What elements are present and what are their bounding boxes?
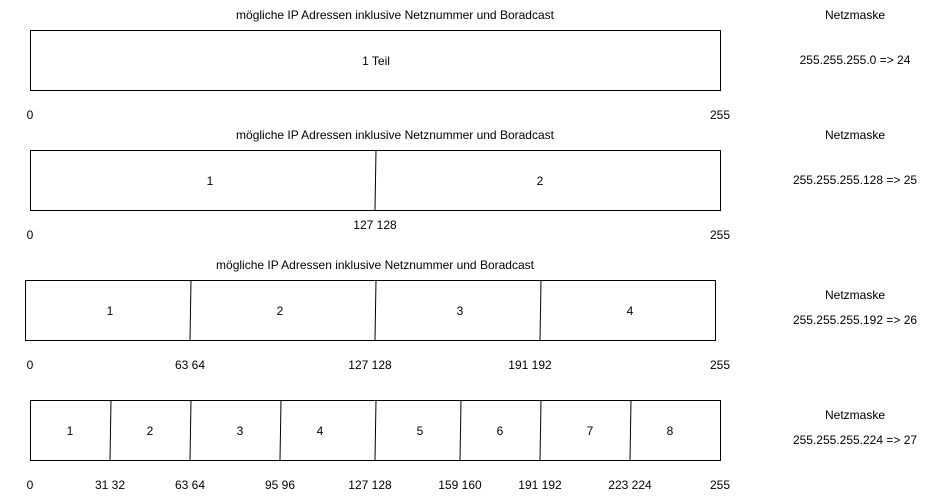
diagram4-tick-0: 0: [26, 478, 34, 492]
diagram4-part-7: 7: [586, 424, 594, 438]
diagram4-divider-6: [540, 400, 541, 460]
diagram3-mask: 255.255.255.192 => 26: [792, 313, 918, 327]
diagram3-tick-63-64: 63 64: [174, 358, 206, 372]
diagram4-mask: 255.255.255.224 => 27: [792, 433, 918, 447]
diagram2-tick-0: 0: [26, 228, 34, 242]
diagram4-tick-159-160: 159 160: [438, 478, 482, 492]
diagram3-mask-header: Netzmaske: [824, 288, 886, 302]
diagram3-title: mögliche IP Adressen inklusive Netznummer und Boradcast: [216, 258, 534, 272]
diagram2-tick-255: 255: [709, 228, 731, 242]
diagram4-part-4: 4: [316, 424, 324, 438]
diagram4-mask-header: Netzmaske: [824, 408, 886, 422]
diagram3-tick-255: 255: [709, 358, 731, 372]
diagram4-tick-255: 255: [709, 478, 731, 492]
diagram1-mask: 255.255.255.0 => 24: [799, 53, 911, 67]
diagram4-part-8: 8: [666, 424, 674, 438]
diagram4-tick-95-96: 95 96: [264, 478, 296, 492]
diagram4-divider-4: [375, 400, 376, 460]
diagram4-divider-1: [110, 400, 111, 460]
diagram2-title: mögliche IP Adressen inklusive Netznummer und Boradcast: [236, 128, 554, 142]
diagram2-part-2: 2: [536, 174, 544, 188]
diagram1-part-1: 1 Teil: [362, 54, 390, 68]
diagram2-mask: 255.255.255.128 => 25: [792, 173, 918, 187]
diagram1-title: mögliche IP Adressen inklusive Netznummer und Boradcast: [236, 8, 554, 22]
diagram1-tick-0: 0: [26, 108, 34, 122]
diagram4-tick-31-32: 31 32: [94, 478, 126, 492]
diagram4-part-2: 2: [146, 424, 154, 438]
diagram4-divider-3: [280, 400, 281, 460]
diagram4-tick-127-128: 127 128: [348, 478, 392, 492]
diagram4-part-1: 1: [66, 424, 74, 438]
diagram1-mask-header: Netzmaske: [824, 8, 886, 22]
diagram4-part-6: 6: [496, 424, 504, 438]
diagram2-boundary: 127 128: [353, 218, 397, 232]
diagram4-part-5: 5: [416, 424, 424, 438]
diagram4-divider-2: [190, 400, 191, 460]
diagram3-tick-127-128: 127 128: [348, 358, 392, 372]
diagram3-tick-0: 0: [26, 358, 34, 372]
diagram3-part-3: 3: [456, 304, 464, 318]
diagram3-part-1: 1: [106, 304, 114, 318]
diagram4-divider-5: [460, 400, 461, 460]
diagram4-tick-63-64: 63 64: [174, 478, 206, 492]
diagram2-part-1: 1: [206, 174, 214, 188]
diagram4-part-3: 3: [236, 424, 244, 438]
diagram4-tick-223-224: 223 224: [608, 478, 652, 492]
diagram3-part-2: 2: [276, 304, 284, 318]
diagram2-mask-header: Netzmaske: [824, 128, 886, 142]
diagram1-tick-255: 255: [709, 108, 731, 122]
diagram4-tick-191-192: 191 192: [518, 478, 562, 492]
diagram3-tick-191-192: 191 192: [508, 358, 552, 372]
diagram3-part-4: 4: [626, 304, 634, 318]
diagram4-divider-7: [630, 400, 631, 460]
